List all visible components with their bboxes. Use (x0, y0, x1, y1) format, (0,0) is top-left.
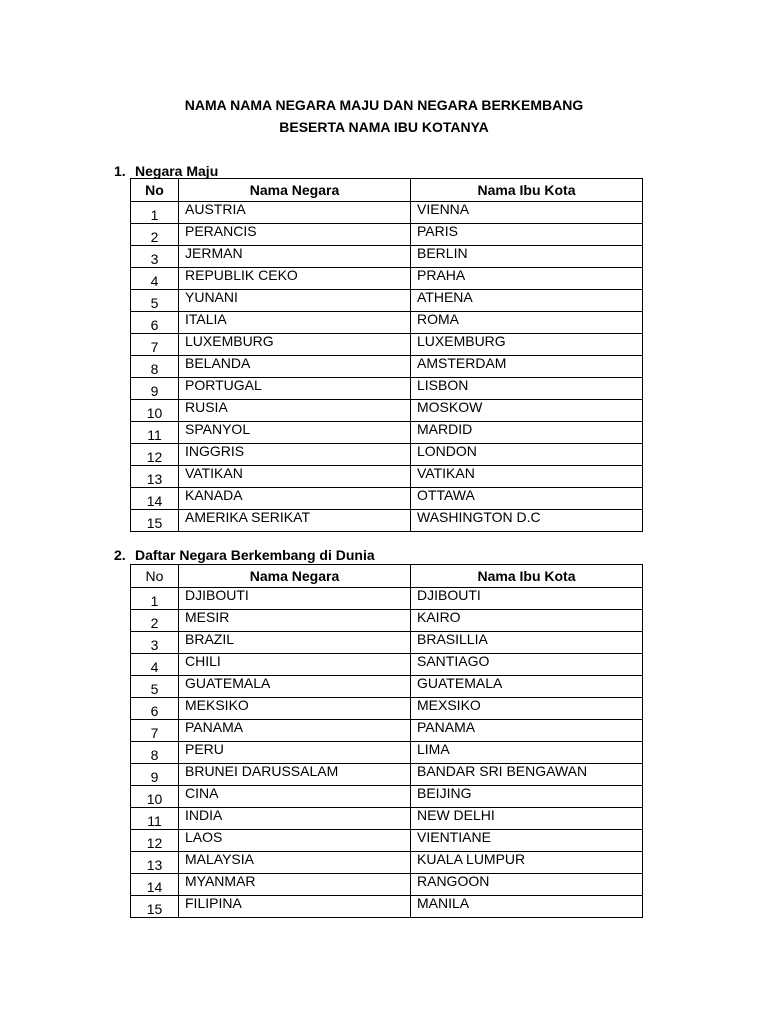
table-header-row (131, 565, 643, 588)
capital-name: WASHINGTON D.C (411, 510, 643, 532)
country-name: INDIA (179, 808, 411, 830)
row-number: 15 (131, 510, 179, 532)
row-number: 6 (131, 312, 179, 334)
capital-name: KAIRO (411, 610, 643, 632)
table-row (131, 202, 643, 224)
row-number: 2 (131, 610, 179, 632)
capital-name: OTTAWA (411, 488, 643, 510)
table-row (131, 378, 643, 400)
row-number: 13 (131, 852, 179, 874)
column-header-capital: Nama Ibu Kota (411, 179, 643, 202)
capital-name: SANTIAGO (411, 654, 643, 676)
capital-name: LISBON (411, 378, 643, 400)
row-number: 4 (131, 654, 179, 676)
section-number: 2. (114, 547, 126, 563)
row-number: 14 (131, 874, 179, 896)
country-name: LUXEMBURG (179, 334, 411, 356)
capital-name: VATIKAN (411, 466, 643, 488)
country-name: FILIPINA (179, 896, 411, 918)
country-name: BRUNEI DARUSSALAM (179, 764, 411, 786)
capital-name: GUATEMALA (411, 676, 643, 698)
table-row (131, 334, 643, 356)
table-row (131, 246, 643, 268)
country-name: CINA (179, 786, 411, 808)
table-row (131, 764, 643, 786)
country-name: LAOS (179, 830, 411, 852)
capital-name: VIENTIANE (411, 830, 643, 852)
row-number: 15 (131, 896, 179, 918)
capital-name: BERLIN (411, 246, 643, 268)
developing-countries-table (130, 564, 643, 918)
country-name: CHILI (179, 654, 411, 676)
section-title: Daftar Negara Berkembang di Dunia (135, 547, 375, 563)
row-number: 13 (131, 466, 179, 488)
capital-name: NEW DELHI (411, 808, 643, 830)
table-row (131, 896, 643, 918)
capital-name: DJIBOUTI (411, 588, 643, 610)
document-title-line-2: BESERTA NAMA IBU KOTANYA (279, 119, 489, 135)
table-row (131, 224, 643, 246)
row-number: 11 (131, 808, 179, 830)
column-header-country: Nama Negara (179, 179, 411, 202)
table-row (131, 290, 643, 312)
row-number: 7 (131, 720, 179, 742)
row-number: 9 (131, 378, 179, 400)
country-name: RUSIA (179, 400, 411, 422)
table-row (131, 786, 643, 808)
row-number: 12 (131, 444, 179, 466)
table-row (131, 488, 643, 510)
country-name: GUATEMALA (179, 676, 411, 698)
row-number: 14 (131, 488, 179, 510)
capital-name: KUALA LUMPUR (411, 852, 643, 874)
column-header-country: Nama Negara (179, 565, 411, 588)
table-row (131, 356, 643, 378)
table-row (131, 610, 643, 632)
country-name: AMERIKA SERIKAT (179, 510, 411, 532)
table-header-row (131, 179, 643, 202)
table-row (131, 312, 643, 334)
row-number: 2 (131, 224, 179, 246)
table-row (131, 422, 643, 444)
capital-name: MANILA (411, 896, 643, 918)
table-row (131, 742, 643, 764)
row-number: 8 (131, 742, 179, 764)
table-row (131, 654, 643, 676)
country-name: KANADA (179, 488, 411, 510)
table-row (131, 830, 643, 852)
country-name: VATIKAN (179, 466, 411, 488)
country-name: BRAZIL (179, 632, 411, 654)
table-row (131, 268, 643, 290)
capital-name: VIENNA (411, 202, 643, 224)
country-name: MESIR (179, 610, 411, 632)
table-row (131, 588, 643, 610)
capital-name: ROMA (411, 312, 643, 334)
country-name: ITALIA (179, 312, 411, 334)
row-number: 4 (131, 268, 179, 290)
row-number: 6 (131, 698, 179, 720)
section-number: 1. (114, 163, 126, 179)
capital-name: AMSTERDAM (411, 356, 643, 378)
country-name: MEKSIKO (179, 698, 411, 720)
table-row (131, 852, 643, 874)
capital-name: PANAMA (411, 720, 643, 742)
country-name: INGGRIS (179, 444, 411, 466)
country-name: AUSTRIA (179, 202, 411, 224)
column-header-capital: Nama Ibu Kota (411, 565, 643, 588)
table-row (131, 444, 643, 466)
section-heading-negara-berkembang (114, 546, 375, 564)
table-row (131, 874, 643, 896)
row-number: 10 (131, 786, 179, 808)
country-name: PANAMA (179, 720, 411, 742)
developed-countries-table (130, 178, 643, 532)
capital-name: BRASILLIA (411, 632, 643, 654)
country-name: MALAYSIA (179, 852, 411, 874)
capital-name: MEXSIKO (411, 698, 643, 720)
row-number: 11 (131, 422, 179, 444)
capital-name: PRAHA (411, 268, 643, 290)
country-name: PERANCIS (179, 224, 411, 246)
table-row (131, 510, 643, 532)
document-title-line-1: NAMA NAMA NEGARA MAJU DAN NEGARA BERKEMBANG (184, 97, 584, 113)
country-name: PORTUGAL (179, 378, 411, 400)
table-row (131, 720, 643, 742)
table-row (131, 698, 643, 720)
capital-name: LUXEMBURG (411, 334, 643, 356)
country-name: YUNANI (179, 290, 411, 312)
capital-name: RANGOON (411, 874, 643, 896)
row-number: 12 (131, 830, 179, 852)
table-row (131, 808, 643, 830)
section-title: Negara Maju (135, 163, 219, 179)
capital-name: BANDAR SRI BENGAWAN (411, 764, 643, 786)
capital-name: PARIS (411, 224, 643, 246)
row-number: 10 (131, 400, 179, 422)
country-name: BELANDA (179, 356, 411, 378)
country-name: PERU (179, 742, 411, 764)
row-number: 1 (131, 588, 179, 610)
table-row (131, 400, 643, 422)
row-number: 3 (131, 632, 179, 654)
capital-name: MARDID (411, 422, 643, 444)
row-number: 1 (131, 202, 179, 224)
column-header-no: No (131, 565, 179, 588)
column-header-no: No (131, 179, 179, 202)
country-name: REPUBLIK CEKO (179, 268, 411, 290)
country-name: SPANYOL (179, 422, 411, 444)
capital-name: BEIJING (411, 786, 643, 808)
row-number: 7 (131, 334, 179, 356)
row-number: 3 (131, 246, 179, 268)
country-name: JERMAN (179, 246, 411, 268)
capital-name: LONDON (411, 444, 643, 466)
row-number: 8 (131, 356, 179, 378)
table-row (131, 632, 643, 654)
row-number: 5 (131, 676, 179, 698)
capital-name: ATHENA (411, 290, 643, 312)
country-name: DJIBOUTI (179, 588, 411, 610)
table-row (131, 466, 643, 488)
capital-name: MOSKOW (411, 400, 643, 422)
row-number: 9 (131, 764, 179, 786)
row-number: 5 (131, 290, 179, 312)
country-name: MYANMAR (179, 874, 411, 896)
table-row (131, 676, 643, 698)
capital-name: LIMA (411, 742, 643, 764)
